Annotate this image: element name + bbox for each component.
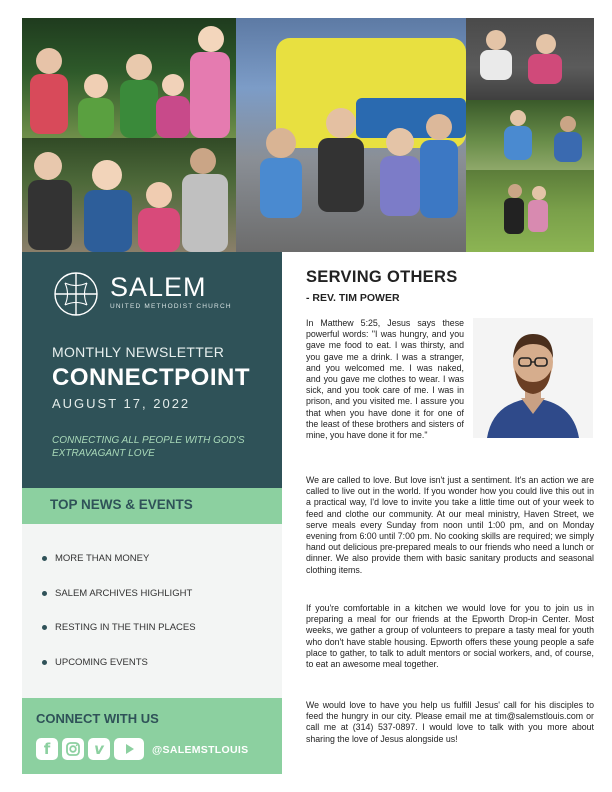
article-paragraph: If you're comfortable in a kitchen we would love for you to join us in preparing a meal for our friends at the Epworth Drop-in Center. Most weeks, we gather a group of volunteers to prepare a tasty meal for youth who don't have stable housing. Epworth offers these young people a safe place to gather, to talk to adult mentors or social workers, and, of course, to eat an awesome meal together. (306, 603, 594, 670)
salem-cross-logo-icon (52, 270, 100, 318)
article-author: - REV. TIM POWER (306, 292, 400, 304)
pastor-photo (473, 318, 593, 438)
social-handle[interactable]: @SALEMSTLOUIS (152, 744, 249, 756)
bullet-icon (42, 591, 47, 596)
youtube-icon[interactable] (114, 738, 144, 760)
connect-heading: CONNECT WITH US (36, 711, 159, 726)
photo-kids-field (466, 100, 594, 170)
photo-kids-soccer (466, 170, 594, 252)
bullet-icon (42, 660, 47, 665)
article-paragraph: We are called to love. But love isn't just a sentiment. It's an action we are called to live out in the world. If you wonder how you could live this out in a practical way, I'd love to invite you take a little time out of your week to feed and clothe our community. At our meal ministry, Haven Street, we serve meals every Sunday from noon until 1:00 pm, and on Monday evening from 6:00 until 7:00 pm. No cooking skills are required; we simply hand out delicious pre-prepared meals to our friends who need a lunch or dinner. We also provide them with basic sanitary products and seasonal clothing items. (306, 475, 594, 575)
news-item-more-than-money[interactable] (42, 553, 149, 564)
newsletter-label: MONTHLY NEWSLETTER (52, 344, 225, 360)
vimeo-icon[interactable]: v (88, 738, 110, 760)
bullet-icon (42, 625, 47, 630)
news-list (22, 524, 282, 698)
newsletter-title: CONNECTPOINT (52, 364, 250, 391)
article-paragraph: In Matthew 5:25, Jesus says these powerful words: "I was hungry, and you gave me food to eat. I was thirsty, and you gave me a drink. I was a stranger, and you welcomed me. I was naked, and you gave me clothes to wear. I was sick, and you took care of me. I was in prison, and you visited me. I assure you that when you have done it for one of the least of these brothers and sisters of mine, you have done it for me." (306, 318, 464, 441)
instagram-glyph-icon (65, 741, 81, 757)
news-item-label: SALEM ARCHIVES HIGHLIGHT (55, 588, 193, 599)
brand-subtitle: UNITED METHODIST CHURCH (110, 303, 232, 310)
news-item-archives-highlight[interactable] (42, 588, 192, 599)
connect-panel (22, 698, 282, 774)
news-item-label: MORE THAN MONEY (55, 553, 150, 564)
news-item-upcoming-events[interactable] (42, 657, 148, 668)
photo-bubble-truck (236, 18, 466, 252)
newsletter-tagline: CONNECTING ALL PEOPLE WITH GOD'S EXTRAVAGANT LOVE (52, 435, 245, 459)
article-paragraph: We would love to have you help us fulfill Jesus' call for his disciples to feed the hungry in our city. Please email me at tim@salemstlouis.com or call me at (314) 537-0897. I would love to talk with you more about sharing the love of Jesus alongside us! (306, 700, 594, 744)
news-heading: TOP NEWS & EVENTS (50, 497, 193, 512)
photo-kids-with-popsicles (22, 18, 236, 138)
photo-kids-eating-popsicles (22, 138, 236, 252)
pastor-portrait-icon (473, 318, 593, 438)
facebook-icon[interactable]: f (36, 738, 58, 760)
instagram-icon[interactable] (62, 738, 84, 760)
news-item-label: UPCOMING EVENTS (55, 657, 148, 668)
photo-kids-blacktop (466, 18, 594, 100)
play-glyph-icon (122, 742, 136, 756)
article-title: SERVING OTHERS (306, 268, 458, 286)
bullet-icon (42, 556, 47, 561)
news-item-thin-places[interactable] (42, 622, 196, 633)
brand-name: SALEM (110, 272, 207, 302)
newsletter-date: AUGUST 17, 2022 (52, 396, 191, 411)
news-item-label: RESTING IN THE THIN PLACES (55, 622, 196, 633)
